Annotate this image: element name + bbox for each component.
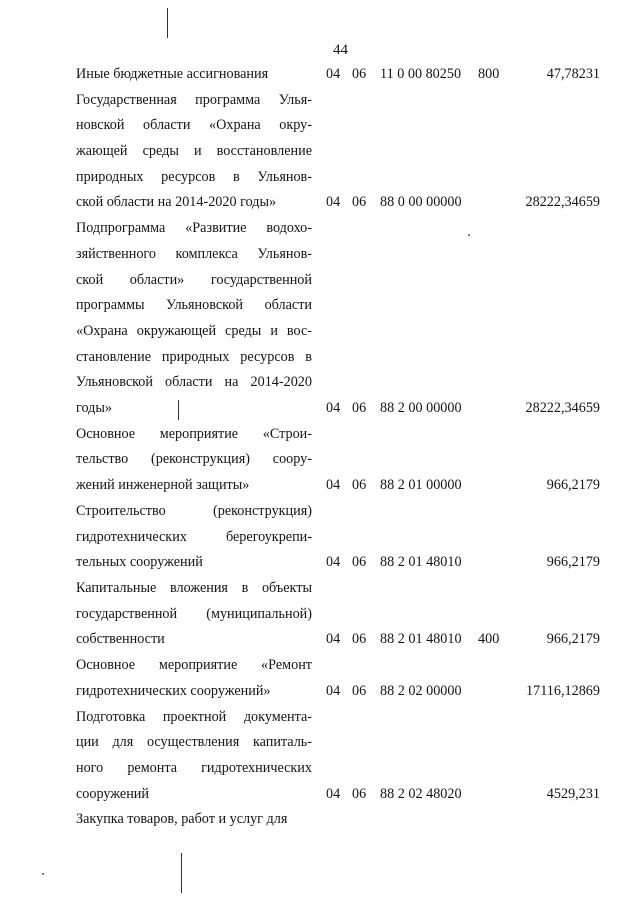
subsection-code: 06 <box>352 631 367 648</box>
row-description <box>76 422 312 499</box>
section-code: 04 <box>326 194 341 211</box>
description-line: новской области «Охрана окру- <box>76 117 312 134</box>
target-article-code: 88 2 00 00000 <box>380 400 462 417</box>
amount: 17116,12869 <box>526 682 600 699</box>
description-line: Строительство (реконструкция) <box>76 502 312 519</box>
scan-mark-bottom <box>181 853 182 893</box>
amount: 28222,34659 <box>525 400 600 417</box>
subsection-code: 06 <box>352 400 367 417</box>
amount: 966,2179 <box>546 631 600 648</box>
description-line: Подготовка проектной документа- <box>76 708 312 725</box>
description-line: государственной (муниципальной) <box>76 605 312 622</box>
amount: 4529,231 <box>546 785 600 802</box>
amount: 28222,34659 <box>525 194 600 211</box>
section-code: 04 <box>326 631 341 648</box>
row-description <box>76 216 312 422</box>
description-line: Закупка товаров, работ и услуг для <box>76 811 288 828</box>
amount: 966,2179 <box>546 477 600 494</box>
description-line: жающей среды и восстановление <box>76 143 312 160</box>
subsection-code: 06 <box>352 554 367 571</box>
amount: 966,2179 <box>546 554 600 571</box>
scan-dot <box>42 873 44 875</box>
page-number: 44 <box>333 42 348 58</box>
row-description <box>76 62 312 88</box>
subsection-code: 06 <box>352 785 367 802</box>
description-line: ного ремонта гидротехнических <box>76 759 312 776</box>
description-line: собственности <box>76 631 165 648</box>
description-line: тельство (реконструкция) соору- <box>76 451 312 468</box>
section-code: 04 <box>326 785 341 802</box>
scan-dot <box>468 234 470 236</box>
section-code: 04 <box>326 554 341 571</box>
description-line: становление природных ресурсов в <box>76 348 312 365</box>
description-line: природных ресурсов в Ульянов- <box>76 168 312 185</box>
target-article-code: 88 2 02 48020 <box>380 785 462 802</box>
description-line: Капитальные вложения в объекты <box>76 580 312 596</box>
description-line: ской области на 2014-2020 годы» <box>76 194 277 211</box>
subsection-code: 06 <box>352 194 367 211</box>
amount: 47,78231 <box>546 66 600 82</box>
description-line: Подпрограмма «Развитие водохо- <box>76 220 312 237</box>
expense-type-code: 800 <box>478 66 500 82</box>
description-line: Основное мероприятие «Строи- <box>76 425 312 442</box>
row-description <box>76 807 312 833</box>
section-code: 04 <box>326 682 341 699</box>
description-line: гидротехнических сооружений» <box>76 682 271 699</box>
description-line: гидротехнических берегоукрепи- <box>76 528 312 545</box>
description-line: Основное мероприятие «Ремонт <box>76 657 312 674</box>
target-article-code: 88 0 00 00000 <box>380 194 462 211</box>
section-code: 04 <box>326 66 341 82</box>
target-article-code: 88 2 01 48010 <box>380 554 462 571</box>
description-line: Государственная программа Улья- <box>76 91 312 108</box>
description-line: Иные бюджетные ассигнования <box>76 66 269 82</box>
target-article-code: 88 2 02 00000 <box>380 682 462 699</box>
row-description <box>76 88 312 216</box>
row-description <box>76 499 312 576</box>
subsection-code: 06 <box>352 66 367 82</box>
expense-type-code: 400 <box>478 631 500 648</box>
description-line: сооружений <box>76 785 149 802</box>
target-article-code: 11 0 00 80250 <box>380 66 462 82</box>
description-line: ской области» государственной <box>76 271 312 288</box>
description-line: зяйственного комплекса Ульянов- <box>76 245 312 262</box>
description-line: жений инженерной защиты» <box>76 477 250 494</box>
description-line: Ульяновской области на 2014-2020 <box>76 374 312 391</box>
description-line: тельных сооружений <box>76 554 203 571</box>
scan-mark-middle <box>178 400 179 420</box>
row-description <box>76 705 312 808</box>
subsection-code: 06 <box>352 477 367 494</box>
description-line: программы Ульяновской области <box>76 297 312 314</box>
description-line: годы» <box>76 400 112 416</box>
section-code: 04 <box>326 400 341 417</box>
section-code: 04 <box>326 477 341 494</box>
row-description <box>76 653 312 704</box>
description-line: ции для осуществления капиталь- <box>76 734 312 751</box>
subsection-code: 06 <box>352 682 367 699</box>
target-article-code: 88 2 01 00000 <box>380 477 462 494</box>
scan-mark-top <box>167 8 168 38</box>
description-line: «Охрана окружающей среды и вос- <box>76 322 312 339</box>
target-article-code: 88 2 01 48010 <box>380 631 462 648</box>
row-description <box>76 576 312 653</box>
